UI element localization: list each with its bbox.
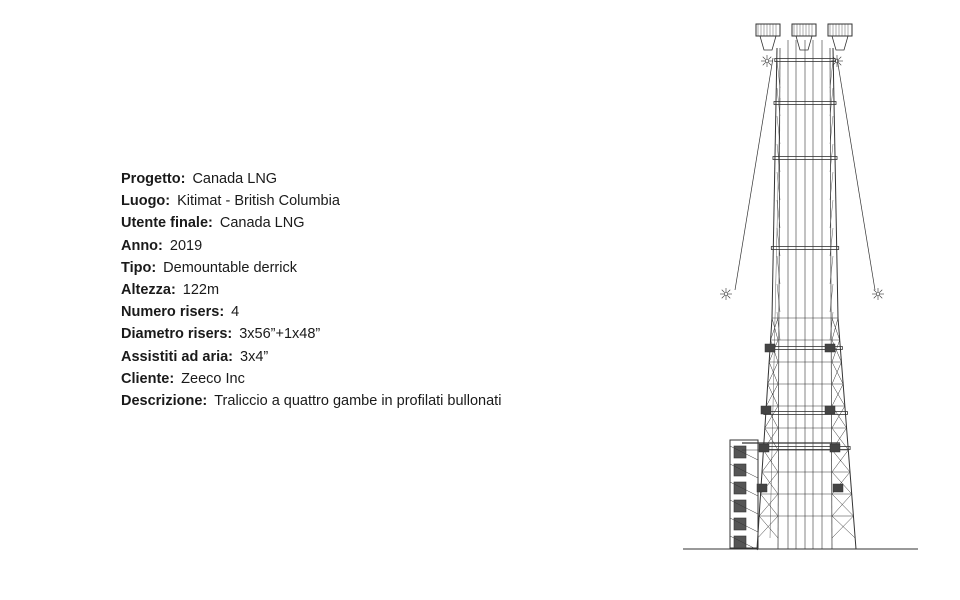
spec-luogo [121, 190, 501, 212]
stair-flight [734, 536, 746, 548]
flare-tip [828, 24, 852, 36]
spec-value: 2019 [169, 237, 203, 254]
stair-flight [734, 518, 746, 530]
equipment-box [830, 444, 840, 452]
light-marker [722, 295, 725, 298]
tower-inner-leg [830, 48, 832, 549]
equipment-box [825, 406, 835, 414]
guy-wire [735, 58, 773, 290]
tower-inner-leg [778, 48, 780, 549]
spec-value: Canada LNG [192, 171, 278, 187]
spec-label: Cliente: [121, 370, 175, 387]
spec-altezza [121, 279, 501, 301]
spec-diametro-risers [121, 323, 501, 345]
spec-progetto [121, 168, 501, 190]
tower-leg [772, 48, 777, 318]
light-marker [763, 57, 766, 60]
spec-label: Altezza: [121, 281, 176, 298]
light-marker [879, 295, 882, 298]
equipment-box [761, 406, 771, 414]
spec-cliente [121, 368, 501, 390]
tower-leg [833, 48, 838, 318]
spec-value: 122m [182, 281, 220, 298]
light-marker [727, 290, 730, 293]
light-marker [722, 290, 725, 293]
spec-value: 3x4” [240, 348, 269, 365]
spec-assistiti-ad-aria [121, 346, 501, 368]
spec-label: Progetto: [121, 171, 186, 187]
light-marker [768, 62, 771, 65]
bracing [777, 284, 780, 312]
flare-tip [756, 24, 780, 36]
spec-value: Kitimat - British Columbia [177, 193, 340, 210]
tower-leg [838, 318, 856, 549]
spec-tipo [121, 257, 501, 279]
bracing [830, 256, 833, 284]
spec-value: Canada LNG [219, 215, 305, 232]
equipment-box [765, 344, 775, 352]
light-marker [766, 60, 769, 63]
flare-tip [792, 24, 816, 36]
spec-label: Luogo: [121, 193, 171, 210]
light-marker [768, 57, 771, 60]
spec-value: Demountable derrick [163, 259, 297, 276]
spec-value: 4 [231, 304, 240, 321]
bracing [777, 256, 780, 284]
guy-wire [837, 58, 875, 290]
flare-tip-base [760, 36, 776, 50]
spec-label: Numero risers: [121, 304, 225, 321]
spec-label: Anno: [121, 237, 163, 254]
flare-tower-drawing [680, 18, 925, 558]
equipment-box [759, 444, 769, 452]
bracing [830, 284, 833, 312]
light-marker [838, 62, 841, 65]
tower-leg [757, 318, 772, 549]
spec-value: 3x56”+1x48” [239, 326, 321, 343]
light-marker [877, 293, 880, 296]
spec-label: Descrizione: [121, 392, 208, 409]
light-marker [874, 295, 877, 298]
spec-label: Tipo: [121, 259, 157, 276]
bracing [777, 312, 780, 340]
project-specs [121, 168, 501, 412]
stair-flight [734, 482, 746, 494]
bracing [830, 312, 833, 340]
equipment-box [833, 484, 843, 492]
spec-value: Traliccio a quattro gambe in profilati bullonati [214, 392, 502, 409]
spec-label: Utente finale: [121, 215, 213, 232]
spec-descrizione [121, 390, 501, 412]
equipment-box [825, 344, 835, 352]
spec-label: Diametro risers: [121, 326, 233, 343]
light-marker [763, 62, 766, 65]
light-marker [879, 290, 882, 293]
spec-value: Zeeco Inc [181, 370, 245, 387]
stair-flight [734, 464, 746, 476]
stair-flight [734, 446, 746, 458]
flare-tip-base [832, 36, 848, 50]
light-marker [838, 57, 841, 60]
equipment-box [757, 484, 767, 492]
spec-numero-risers [121, 301, 501, 323]
light-marker [725, 293, 728, 296]
light-marker [727, 295, 730, 298]
tower-svg [680, 18, 925, 558]
spec-utente-finale [121, 212, 501, 234]
flare-tip-base [796, 36, 812, 50]
spec-label: Assistiti ad aria: [121, 348, 234, 365]
light-marker [874, 290, 877, 293]
spec-anno [121, 235, 501, 257]
stair-flight [734, 500, 746, 512]
